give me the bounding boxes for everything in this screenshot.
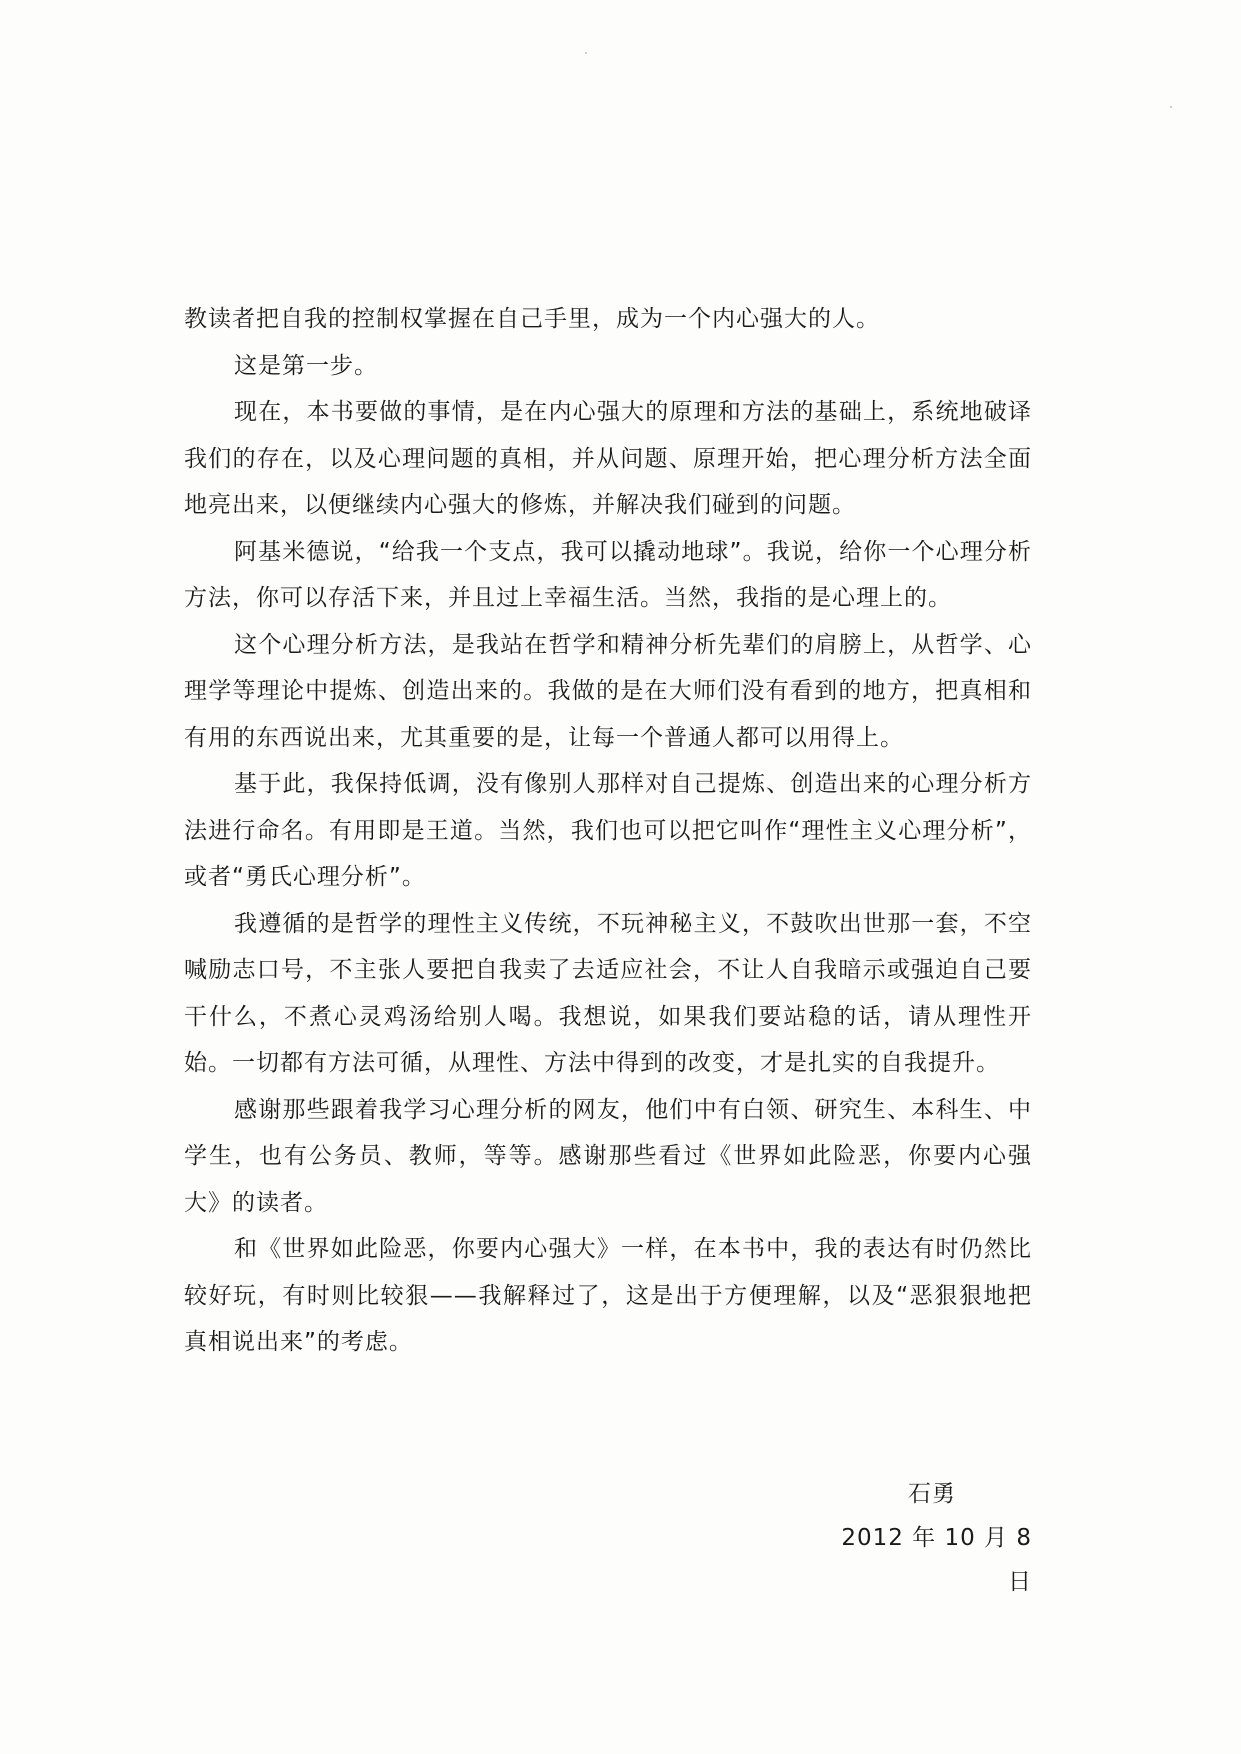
scan-speck (585, 52, 587, 54)
scan-speck (1170, 106, 1172, 108)
signature-date: 2012 年 10 月 8 日 (841, 1525, 1032, 1595)
paragraph: 基于此，我保持低调，没有像别人那样对自己提炼、创造出来的心理分析方法进行命名。有用即是王道。当然，我们也可以把它叫作“理性主义心理分析”，或者“勇氏心理分析”。 (184, 771, 1032, 890)
paragraph: 现在，本书要做的事情，是在内心强大的原理和方法的基础上，系统地破译我们的存在，以及心理问题的真相，并从问题、原理开始，把心理分析方法全面地亮出来，以便继续内心强大的修炼，并解决我们碰到的问题。 (184, 399, 1032, 518)
signature-block (820, 1472, 1032, 1604)
body-text (184, 296, 1032, 1366)
paragraph: 阿基米德说，“给我一个支点，我可以撬动地球”。我说，给你一个心理分析方法，你可以存活下来，并且过上幸福生活。当然，我指的是心理上的。 (184, 538, 1032, 611)
paragraph: 我遵循的是哲学的理性主义传统，不玩神秘主义，不鼓吹出世那一套，不空喊励志口号，不主张人要把自我卖了去适应社会，不让人自我暗示或强迫自己要干什么，不煮心灵鸡汤给别人喝。我想说，如果我们要站稳的话，请从理性开始。一切都有方法可循，从理性、方法中得到的改变，才是扎实的自我提升。 (184, 910, 1032, 1076)
paragraph-continuation: 教读者把自我的控制权掌握在自己手里，成为一个内心强大的人。 (184, 306, 880, 332)
paragraph: 感谢那些跟着我学习心理分析的网友，他们中有白领、研究生、本科生、中学生，也有公务员、教师，等等。感谢那些看过《世界如此险恶，你要内心强大》的读者。 (184, 1096, 1032, 1216)
paragraph: 这是第一步。 (234, 352, 378, 379)
paragraph: 和《世界如此险恶，你要内心强大》一样，在本书中，我的表达有时仍然比较好玩，有时则比较狠——我解释过了，这是出于方便理解，以及“恶狠狠地把真相说出来”的考虑。 (184, 1236, 1032, 1355)
author-name: 石勇 (908, 1481, 956, 1507)
paragraph: 这个心理分析方法，是我站在哲学和精神分析先辈们的肩膀上，从哲学、心理学等理论中提炼、创造出来的。我做的是在大师们没有看到的地方，把真相和有用的东西说出来，尤其重要的是，让每一个普通人都可以用得上。 (184, 631, 1032, 751)
